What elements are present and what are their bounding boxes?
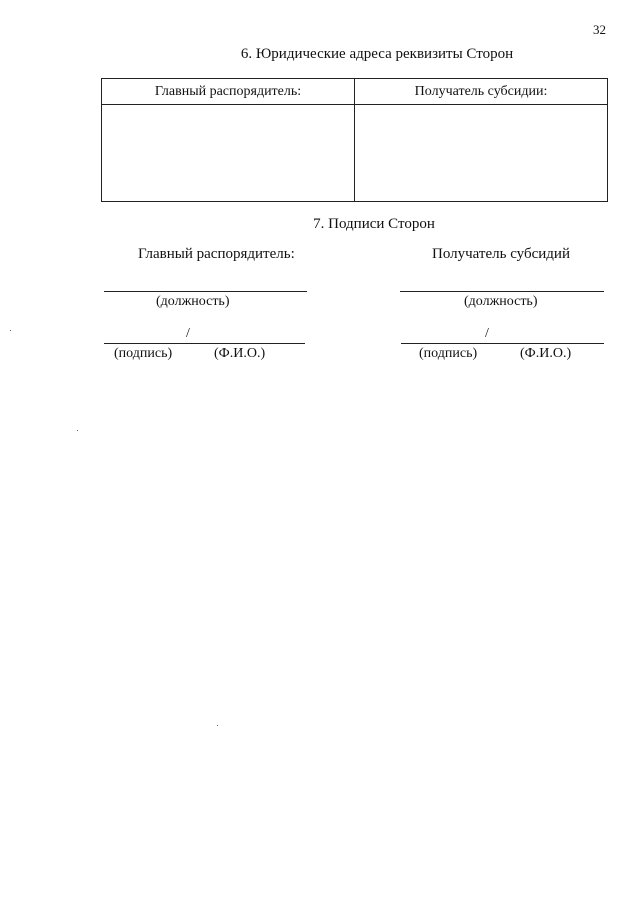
requisites-left-header: Главный распорядитель: <box>102 79 355 105</box>
left-name-label: (Ф.И.О.) <box>214 346 266 361</box>
left-party-heading: Главный распорядитель: <box>138 246 295 262</box>
left-position-label: (должность) <box>156 294 230 309</box>
right-position-line <box>400 291 604 292</box>
right-party-heading: Получатель субсидий <box>432 246 570 262</box>
right-signature-separator: / <box>485 326 489 341</box>
right-name-label: (Ф.И.О.) <box>520 346 572 361</box>
requisites-table <box>101 78 608 202</box>
right-signature-label: (подпись) <box>419 346 478 361</box>
left-position-line <box>104 291 307 292</box>
scan-speck <box>217 725 218 726</box>
scan-speck <box>77 430 78 431</box>
scan-speck <box>10 330 11 331</box>
page-number: 32 <box>593 22 606 37</box>
requisites-right-header: Получатель субсидии: <box>355 79 607 105</box>
left-signature-line <box>104 343 305 344</box>
left-signature-separator: / <box>186 326 190 341</box>
requisites-right-cell <box>355 105 607 201</box>
right-position-label: (должность) <box>464 294 538 309</box>
right-signature-line <box>401 343 604 344</box>
section-6-title: 6. Юридические адреса реквизиты Сторон <box>240 46 514 62</box>
section-7-title: 7. Подписи Сторон <box>313 216 435 232</box>
requisites-left-cell <box>102 105 355 201</box>
left-signature-label: (подпись) <box>114 346 173 361</box>
